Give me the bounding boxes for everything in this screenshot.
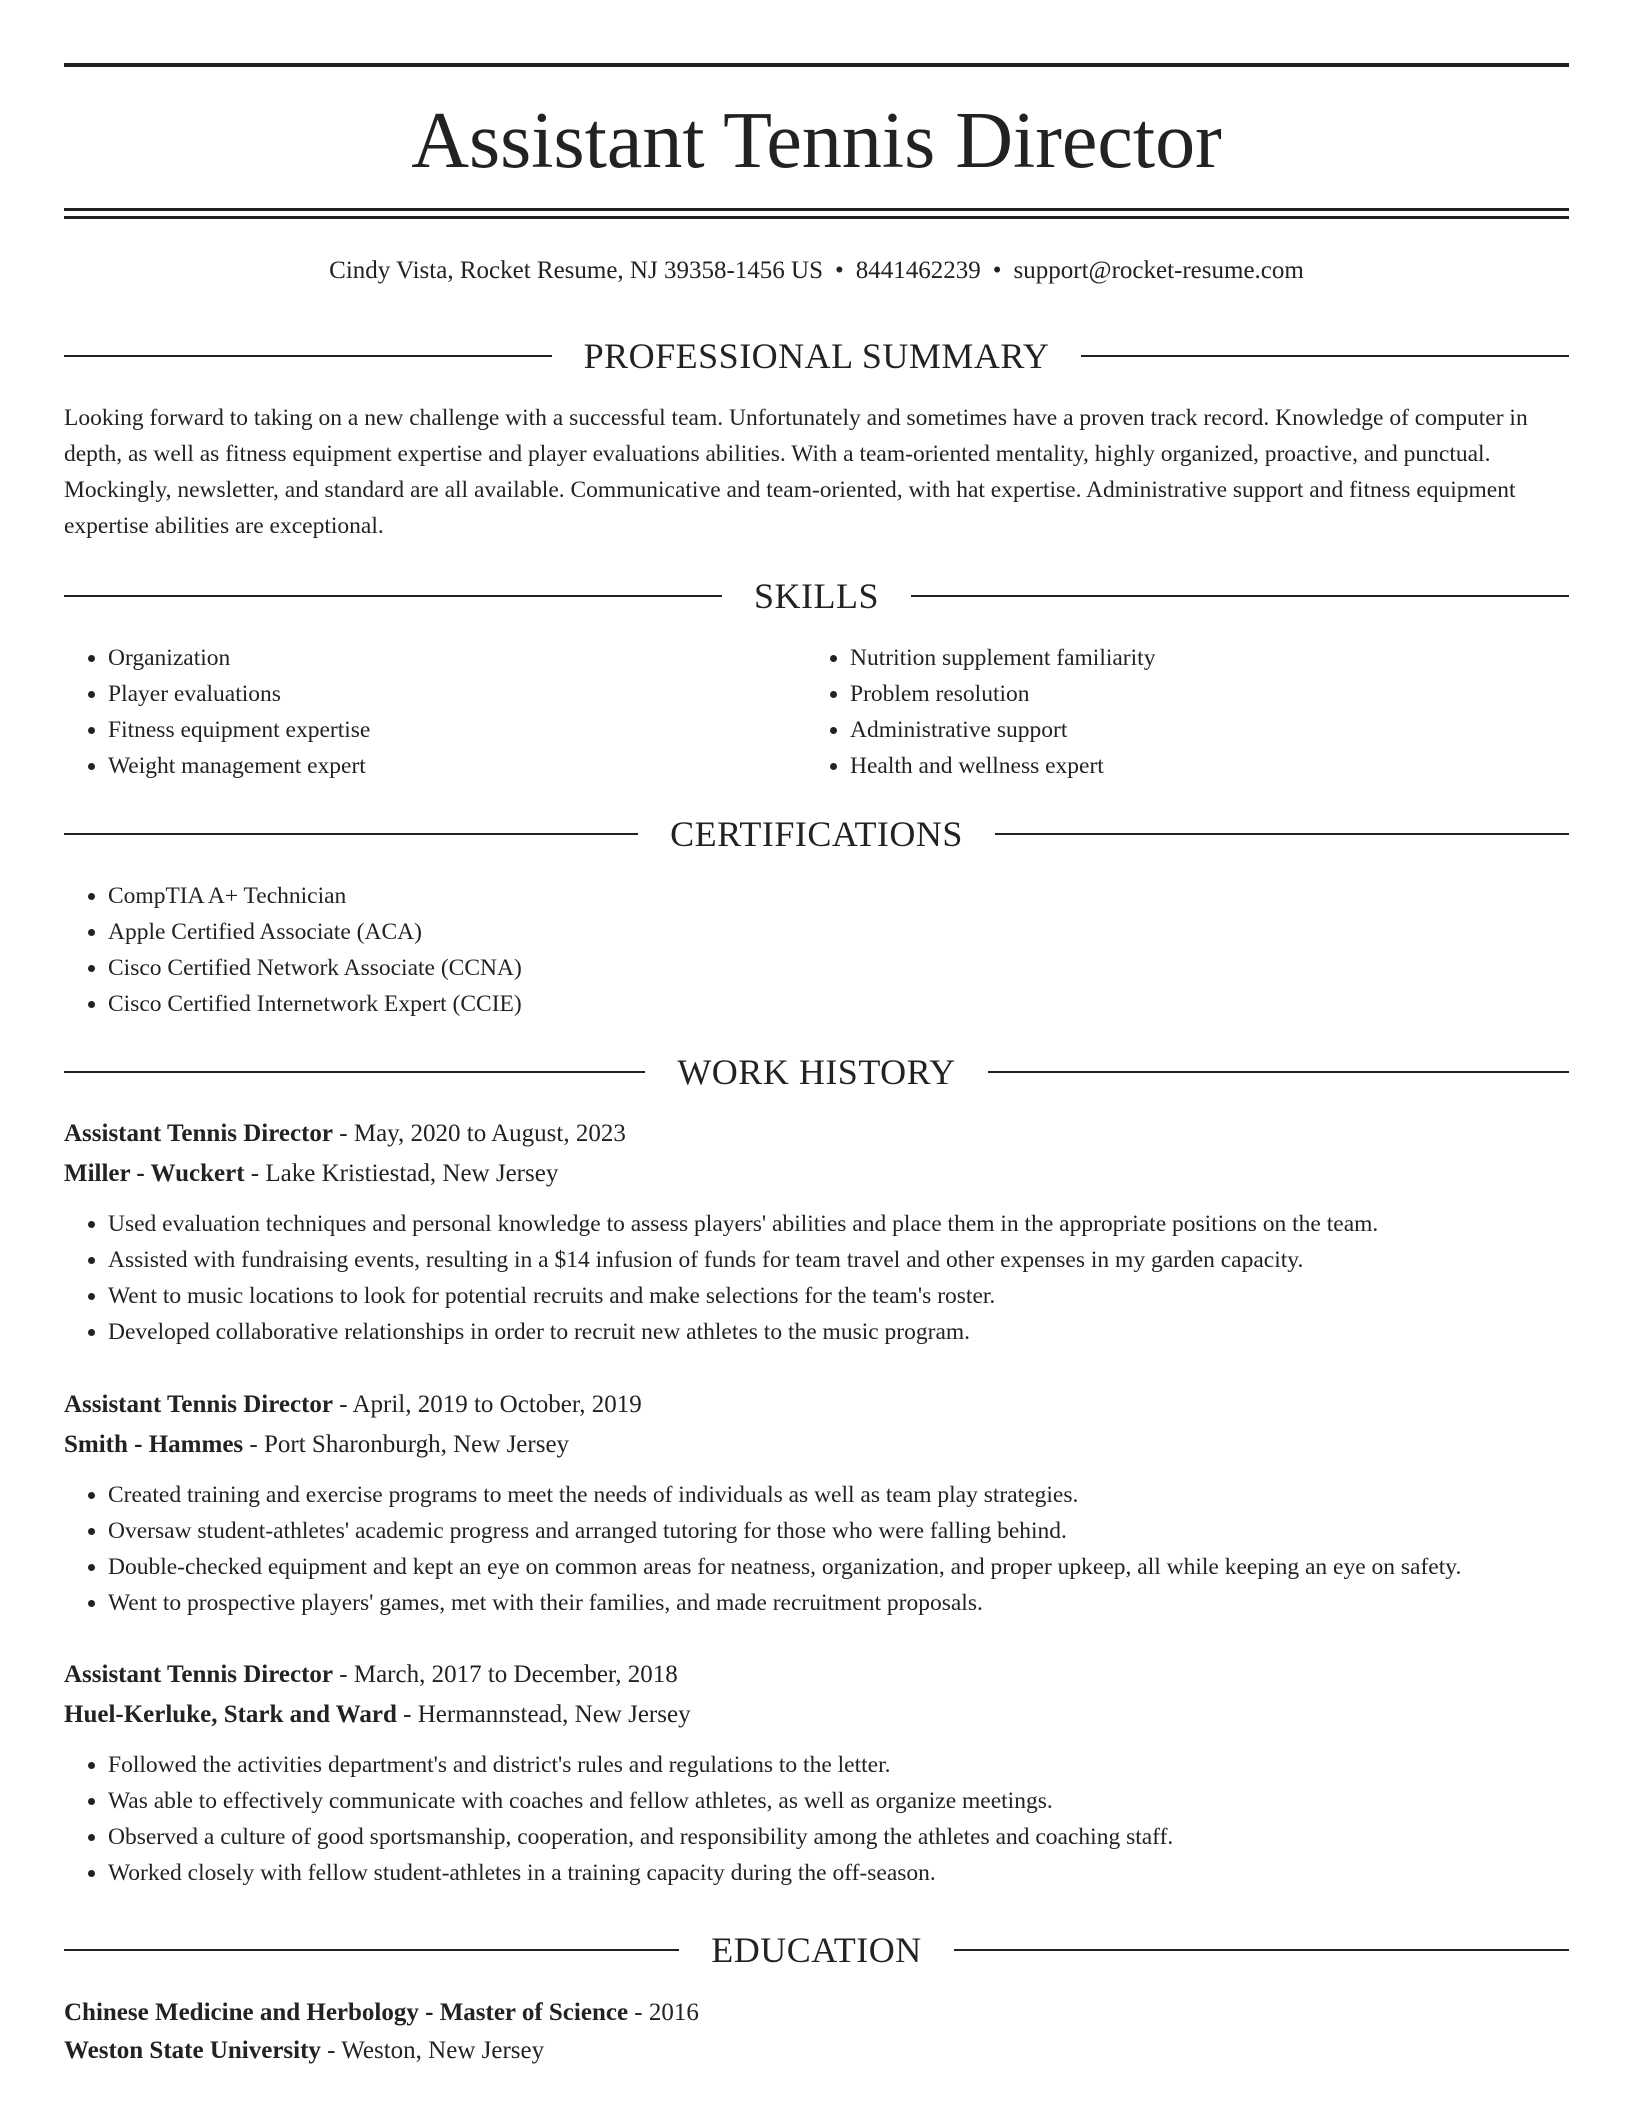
job-location: Port Sharonburgh, New Jersey xyxy=(263,1431,570,1458)
contact-email: support@rocket-resume.com xyxy=(1013,257,1304,284)
job-location: Lake Kristiestad, New Jersey xyxy=(265,1160,559,1187)
job-bullet: • Observed a culture of good sportsmanship, cooperation, and responsibility among the athletes and coaching staff. xyxy=(108,1819,1569,1855)
section-rule xyxy=(995,833,1569,835)
resume-title: Assistant Tennis Director xyxy=(411,97,1222,185)
dash: - xyxy=(243,1431,264,1458)
education-entry xyxy=(64,1994,1569,2070)
skill-item: • Fitness equipment expertise xyxy=(108,712,804,748)
job-location: Hermannstead, New Jersey xyxy=(417,1701,691,1728)
education-year: 2016 xyxy=(648,1999,699,2026)
job-bullet: • Used evaluation techniques and personal knowledge to assess players' abilities and place them in the appropriate positions on the team. xyxy=(108,1206,1569,1242)
certification-item: • Cisco Certified Internetwork Expert (CCIE) xyxy=(108,986,1569,1022)
section-rule xyxy=(1081,355,1569,357)
dash: - xyxy=(320,2037,342,2064)
title-double-rule-bottom xyxy=(64,216,1569,219)
section-header-work-history xyxy=(64,1050,1569,1094)
job-title: Assistant Tennis Director xyxy=(64,1661,334,1688)
skill-item: • Health and wellness expert xyxy=(850,748,1566,784)
top-rule xyxy=(64,63,1569,67)
section-title: SKILLS xyxy=(754,576,880,616)
job-company-line xyxy=(64,1695,1569,1735)
skill-item: • Organization xyxy=(108,640,804,676)
section-rule xyxy=(64,833,638,835)
dash: - xyxy=(418,1999,440,2026)
skill-item: • Player evaluations xyxy=(108,676,804,712)
section-rule xyxy=(64,1071,645,1073)
job-company: Smith - Hammes xyxy=(64,1431,244,1458)
dash: - xyxy=(628,1999,649,2026)
contact-separator: • xyxy=(835,257,844,284)
job-title-line xyxy=(64,1114,1569,1154)
job-entry xyxy=(64,1385,1569,1621)
section-title: CERTIFICATIONS xyxy=(670,814,963,854)
education-school: Weston State University xyxy=(64,2037,321,2064)
section-header-education xyxy=(64,1928,1569,1972)
certifications-list xyxy=(64,878,1569,1022)
skill-item: • Weight management expert xyxy=(108,748,804,784)
job-bullet: • Went to music locations to look for potential recruits and make selections for the team's roster. xyxy=(108,1278,1569,1314)
job-dates: March, 2017 to December, 2018 xyxy=(353,1661,678,1688)
education-degree-line xyxy=(64,1994,1569,2032)
education-location: Weston, New Jersey xyxy=(341,2037,545,2064)
skills-column-right xyxy=(806,640,1566,784)
section-rule xyxy=(64,355,552,357)
contact-separator: • xyxy=(992,257,1002,284)
job-bullet: • Was able to effectively communicate with coaches and fellow athletes, as well as organize meetings. xyxy=(108,1783,1569,1819)
job-company-line xyxy=(64,1154,1569,1194)
job-title: Assistant Tennis Director xyxy=(64,1391,334,1418)
dash: - xyxy=(333,1120,354,1147)
section-title: PROFESSIONAL SUMMARY xyxy=(583,336,1050,376)
section-header-skills xyxy=(64,574,1569,618)
job-bullet: • Assisted with fundraising events, resulting in a $14 infusion of funds for team travel and other expenses in my garden capacity. xyxy=(108,1242,1569,1278)
dash: - xyxy=(396,1701,418,1728)
job-company-line xyxy=(64,1425,1569,1465)
job-bullet: • Worked closely with fellow student-athletes in a training capacity during the off-season. xyxy=(108,1855,1569,1891)
job-company: Miller - Wuckert xyxy=(64,1160,245,1187)
section-rule xyxy=(911,595,1569,597)
job-dates: April, 2019 to October, 2019 xyxy=(352,1391,642,1418)
job-bullet: • Followed the activities department's and district's rules and regulations to the letter. xyxy=(108,1747,1569,1783)
section-title: WORK HISTORY xyxy=(677,1052,956,1092)
section-title: EDUCATION xyxy=(711,1930,922,1970)
skill-item: • Administrative support xyxy=(850,712,1566,748)
job-bullet: • Went to prospective players' games, met with their families, and made recruitment proposals. xyxy=(108,1585,1569,1621)
job-bullet: • Double-checked equipment and kept an eye on common areas for neatness, organization, and proper upkeep, all while keeping an eye on safety. xyxy=(108,1549,1569,1585)
job-title: Assistant Tennis Director xyxy=(64,1120,334,1147)
title-double-rule-top xyxy=(64,208,1569,211)
education-degree: Master of Science xyxy=(439,1999,629,2026)
job-title-line xyxy=(64,1655,1569,1695)
certification-item: • CompTIA A+ Technician xyxy=(108,878,1569,914)
section-rule xyxy=(64,595,722,597)
job-company: Huel-Kerluke, Stark and Ward xyxy=(64,1701,397,1728)
education-field: Chinese Medicine and Herbology xyxy=(64,1999,419,2026)
job-title-line xyxy=(64,1385,1569,1425)
section-rule xyxy=(988,1071,1569,1073)
job-entry xyxy=(64,1655,1569,1891)
certification-item: • Cisco Certified Network Associate (CCNA) xyxy=(108,950,1569,986)
job-bullet: • Developed collaborative relationships in order to recruit new athletes to the music program. xyxy=(108,1314,1569,1350)
education-school-line xyxy=(64,2032,1569,2070)
section-rule xyxy=(954,1949,1569,1951)
skill-item: • Problem resolution xyxy=(850,676,1566,712)
section-rule xyxy=(64,1949,679,1951)
job-bullet: • Created training and exercise programs to meet the needs of individuals as well as team play strategies. xyxy=(108,1477,1569,1513)
job-dates: May, 2020 to August, 2023 xyxy=(353,1120,626,1147)
contact-line xyxy=(64,254,1569,288)
dash: - xyxy=(333,1661,354,1688)
dash: - xyxy=(333,1391,353,1418)
section-header-certifications xyxy=(64,812,1569,856)
summary-text: Looking forward to taking on a new challenge with a successful team. Unfortunately and sometimes have a proven track record. Knowledge of computer in depth, as well as fitness equipment expertise and player evaluations abilities. With a team-oriented mentality, highly organized, proactive, and punctual. Mockingly, newsletter, and standard are all available. Communicative and team-oriented, with hat expertise. Administrative support and fitness equipment expertise abilities are exceptional. xyxy=(64,405,1528,539)
job-bullet: • Oversaw student-athletes' academic progress and arranged tutoring for those who were falling behind. xyxy=(108,1513,1569,1549)
job-entry xyxy=(64,1114,1569,1350)
skills-column-left xyxy=(64,640,804,784)
skill-item: • Nutrition supplement familiarity xyxy=(850,640,1566,676)
resume-page xyxy=(64,0,1569,2112)
contact-address: Cindy Vista, Rocket Resume, NJ 39358-1456 US xyxy=(329,257,824,284)
section-header-summary xyxy=(64,334,1569,378)
contact-phone: 8441462239 xyxy=(855,257,981,284)
certification-item: • Apple Certified Associate (ACA) xyxy=(108,914,1569,950)
dash: - xyxy=(244,1160,266,1187)
